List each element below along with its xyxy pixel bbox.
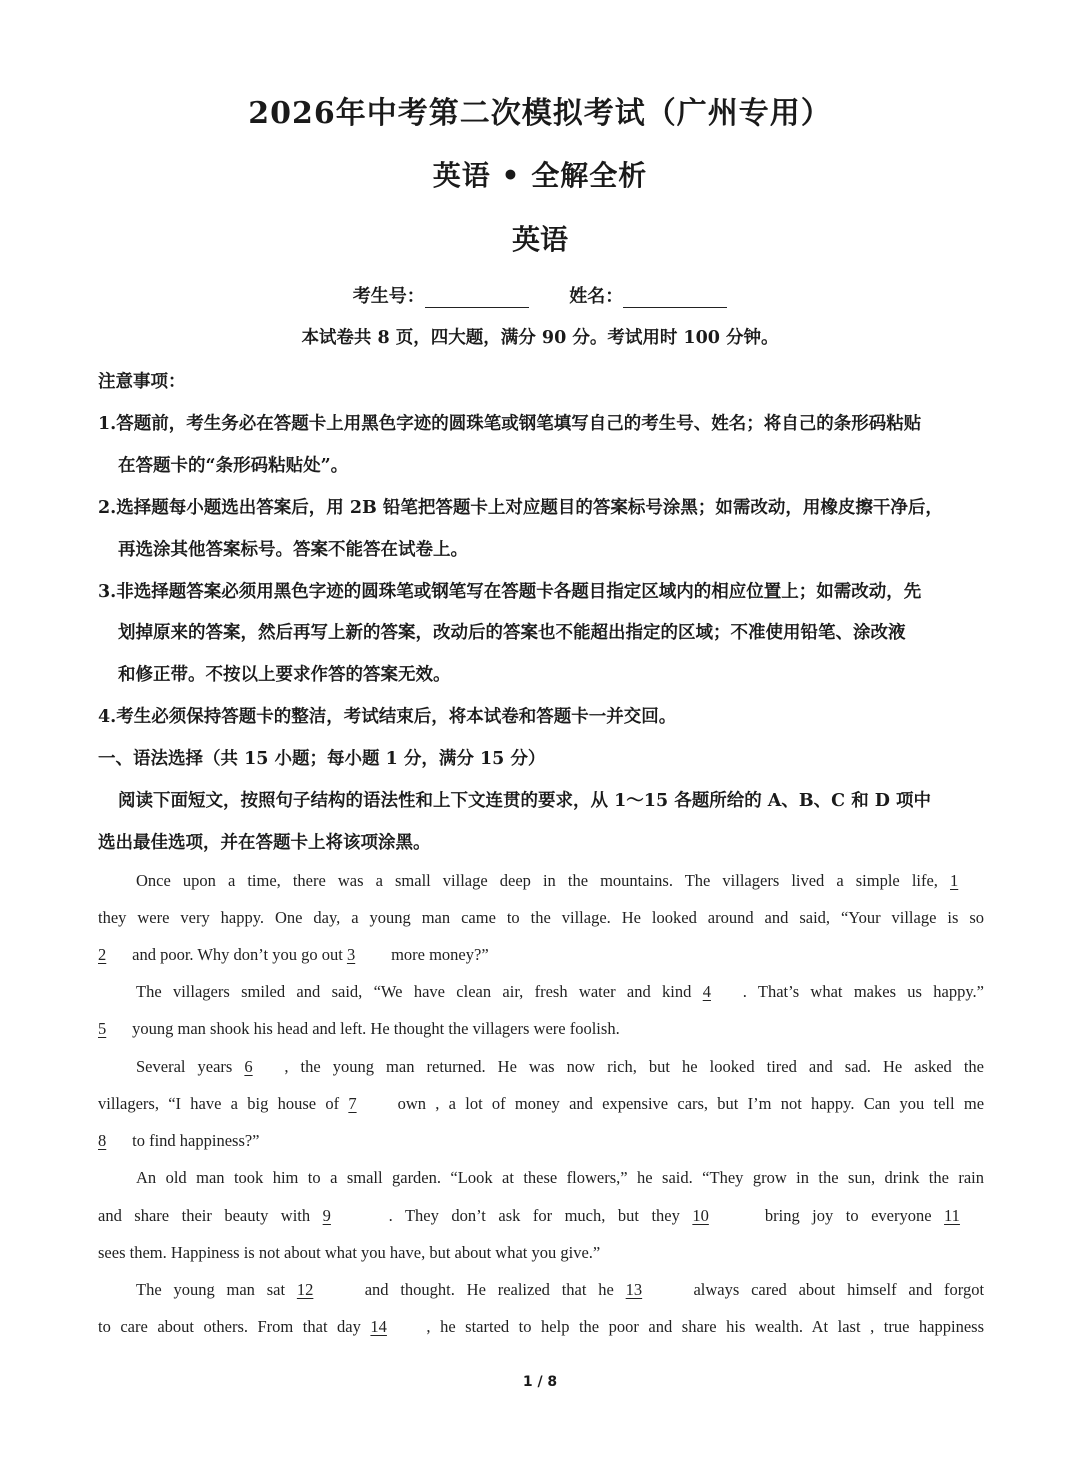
- notice-item-2-line-1: 2.选择题每小题选出答案后，用 2B 铅笔把答题卡上对应题目的答案标号涂黑；如需改动，用橡皮擦干净后，: [98, 498, 943, 518]
- name-label: 姓名：: [569, 286, 624, 307]
- passage-line-7: [98, 1094, 984, 1114]
- passage-line-12: [136, 1280, 984, 1300]
- blank-6[interactable]: 6: [244, 1057, 253, 1076]
- blank-7[interactable]: 7: [348, 1094, 357, 1113]
- blank-8[interactable]: 8: [98, 1131, 107, 1150]
- passage-line-3: [98, 945, 984, 965]
- blank-9[interactable]: 9: [322, 1206, 331, 1225]
- passage-text: Once upon a time, there was a small village deep in the mountains. The villagers lived a simple life,: [136, 871, 938, 890]
- exam-no-label: 考生号：: [352, 286, 425, 307]
- notice-item-1-line-1: 1.答题前，考生务必在答题卡上用黑色字迹的圆珠笔或钢笔填写自己的考生号、姓名；将自己的条形码粘贴: [98, 414, 922, 434]
- notice-item-3-line-2: 划掉原来的答案，然后再写上新的答案，改动后的答案也不能超出指定的区域；不准使用铅笔、涂改液: [118, 623, 906, 643]
- passage-text: bring joy to everyone: [764, 1206, 932, 1225]
- notice-item-1-line-2: 在答题卡的“条形码粘贴处”。: [118, 456, 349, 476]
- blank-2[interactable]: 2: [98, 945, 107, 964]
- passage-text: villagers, “I have a big house of: [98, 1094, 340, 1113]
- section-1-instruction-line-1: 阅读下面短文，按照句子结构的语法性和上下文连贯的要求，从 1～15 各题所给的 A、B、C 和 D 项中: [118, 791, 932, 811]
- passage-text: and share their beauty with: [98, 1206, 311, 1225]
- passage-text: always cared about himself and forgot: [693, 1280, 985, 1299]
- passage-line-8: [98, 1131, 984, 1151]
- blank-12[interactable]: 12: [296, 1280, 314, 1299]
- exam-subtitle: 英语 • 全解全析: [432, 159, 648, 192]
- passage-line-6: [136, 1057, 984, 1077]
- notice-item-2-line-2: 再选涂其他答案标号。答案不能答在试卷上。: [118, 540, 468, 560]
- section-1-heading: 一、语法选择（共 15 小题；每小题 1 分，满分 15 分）: [98, 749, 546, 769]
- exam-title: 2026年中考第二次模拟考试（广州专用）: [248, 96, 832, 131]
- passage-text: The young man sat: [136, 1280, 286, 1299]
- blank-11[interactable]: 11: [944, 1206, 960, 1225]
- blank-3[interactable]: 3: [346, 945, 356, 964]
- subject-heading: 英语: [511, 223, 568, 256]
- passage-text: more money?”: [391, 945, 489, 964]
- passage-text: to find happiness?”: [132, 1131, 260, 1150]
- passage-text: and thought. He realized that he: [364, 1280, 614, 1299]
- passage-line-13: [98, 1317, 984, 1337]
- name-blank[interactable]: [623, 289, 727, 308]
- passage-line-11: sees them. Happiness is not about what you have, but about what you give.”: [98, 1243, 601, 1262]
- exam-info-row: [0, 282, 1080, 308]
- passage-text: The villagers smiled and said, “We have clean air, fresh water and kind: [136, 982, 692, 1001]
- passage-line-10: [98, 1206, 984, 1226]
- passage-line-9: An old man took him to a small garden. “Look at these flowers,” he said. “They grow in the sun, drink the rain: [136, 1168, 984, 1187]
- passage-text: Several years: [136, 1057, 233, 1076]
- blank-14[interactable]: 14: [370, 1317, 387, 1336]
- blank-1[interactable]: 1: [950, 871, 959, 890]
- section-1-instruction-line-2: 选出最佳选项，并在答题卡上将该项涂黑。: [98, 833, 431, 853]
- notice-item-4: 4.考生必须保持答题卡的整洁，考试结束后，将本试卷和答题卡一并交回。: [98, 707, 677, 727]
- exam-summary: 本试卷共 8 页，四大题，满分 90 分。考试用时 100 分钟。: [301, 328, 779, 348]
- passage-text: own , a lot of money and expensive cars, but I’m not happy. Can you tell me: [397, 1094, 985, 1113]
- notice-item-3-line-3: 和修正带。不按以上要求作答的答案无效。: [118, 665, 451, 685]
- passage-line-5: [98, 1019, 984, 1039]
- passage-text: , the young man returned. He was now rich, but he looked tired and sad. He asked the: [284, 1057, 984, 1076]
- blank-4[interactable]: 4: [702, 982, 711, 1001]
- blank-10[interactable]: 10: [692, 1206, 709, 1225]
- passage-line-2: they were very happy. One day, a young man came to the village. He looked around and said, “Your village is so: [98, 908, 984, 927]
- passage-text: to care about others. From that day: [98, 1317, 361, 1336]
- passage-line-1: [136, 871, 984, 891]
- passage-text: and poor. Why don’t you go out: [132, 945, 343, 964]
- passage-line-4: [136, 982, 984, 1002]
- passage-text: . They don’t ask for much, but they: [388, 1206, 680, 1225]
- blank-13[interactable]: 13: [625, 1280, 643, 1299]
- passage-text: young man shook his head and left. He thought the villagers were foolish.: [132, 1019, 620, 1038]
- passage-text: . That’s what makes us happy.”: [742, 982, 985, 1001]
- blank-5[interactable]: 5: [98, 1019, 107, 1038]
- exam-no-blank[interactable]: [425, 289, 529, 308]
- passage-text: , he started to help the poor and share his wealth. At last , true happiness: [426, 1317, 984, 1336]
- page-number: 1 / 8: [522, 1374, 558, 1390]
- notice-item-3-line-1: 3.非选择题答案必须用黑色字迹的圆珠笔或钢笔写在答题卡各题目指定区域内的相应位置上；如需改动，先: [98, 582, 922, 602]
- notice-heading: 注意事项：: [98, 372, 186, 392]
